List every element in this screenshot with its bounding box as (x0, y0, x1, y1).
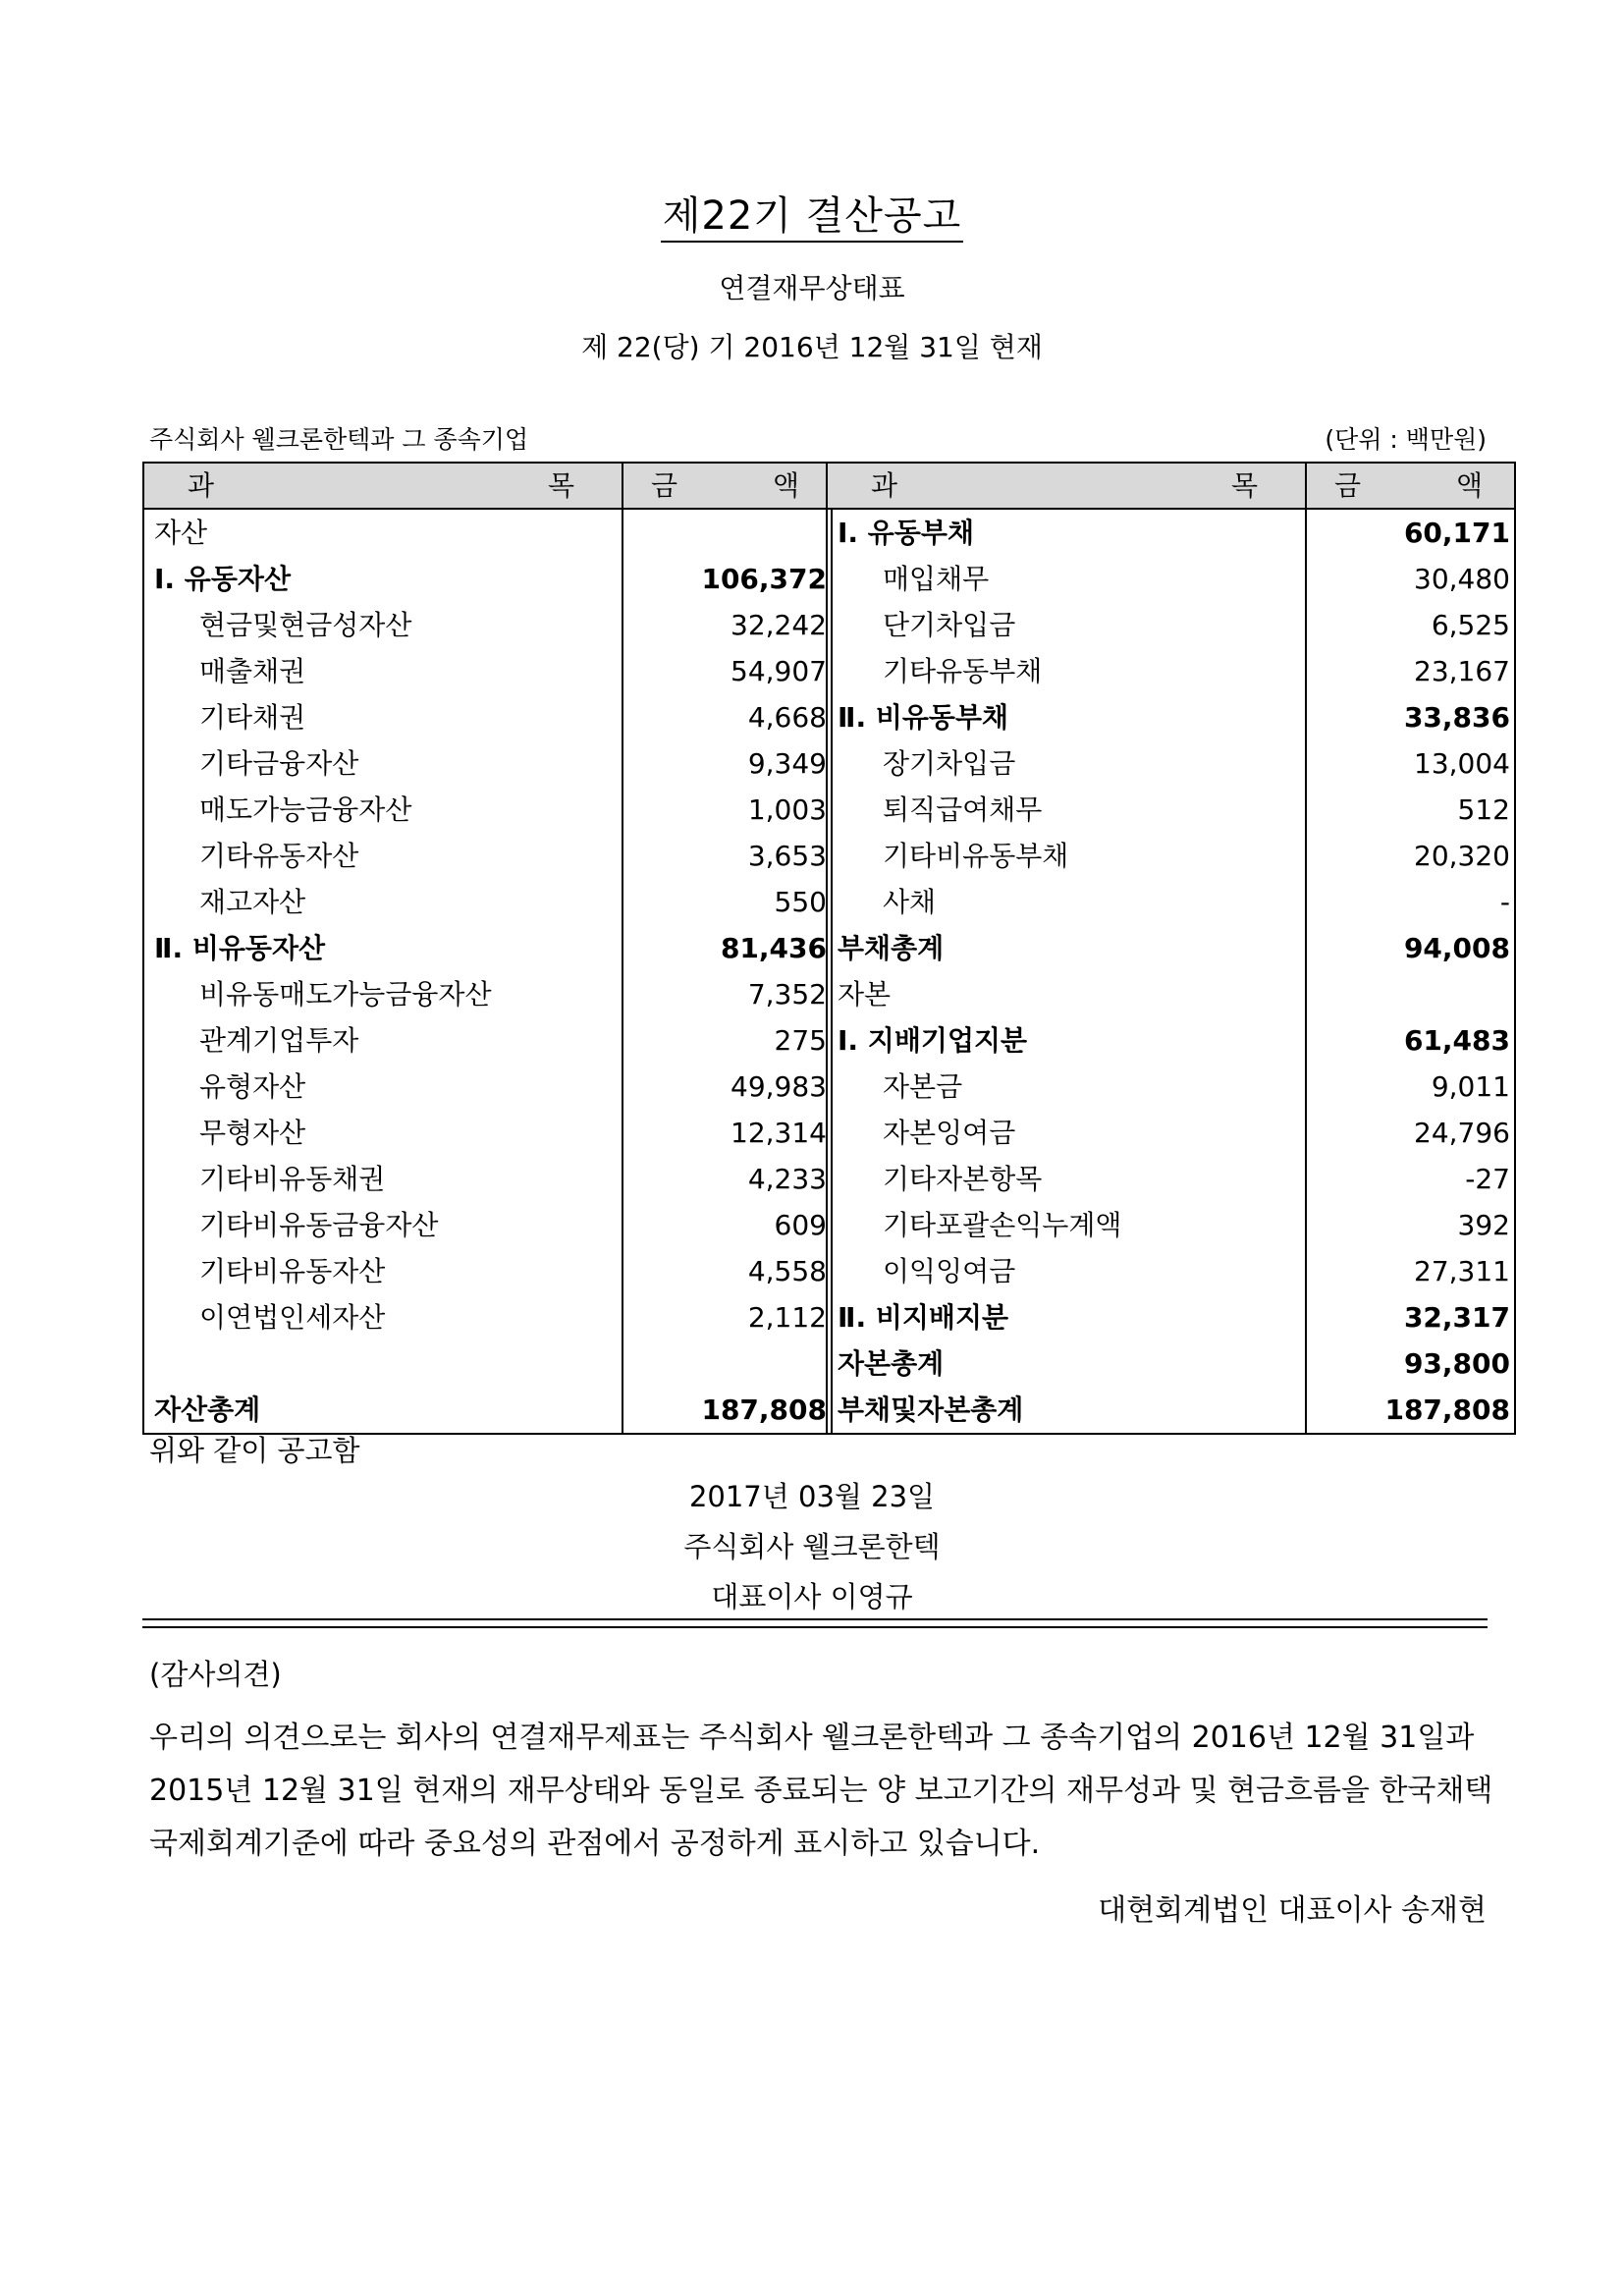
table-row (143, 1064, 832, 1110)
account-amount: 9,011 (1306, 1064, 1515, 1110)
account-name: 기타포괄손익누계액 (827, 1202, 1306, 1248)
table-row (143, 1387, 832, 1434)
account-amount: 392 (1306, 1202, 1515, 1248)
account-amount: 81,436 (623, 925, 832, 971)
account-amount: 187,808 (1306, 1387, 1515, 1434)
table-row (143, 648, 832, 694)
table-row (827, 648, 1515, 694)
table-row (827, 1156, 1515, 1202)
account-name: 매입채무 (827, 556, 1306, 602)
header-amount: 금 액 (1306, 463, 1515, 509)
account-name: 단기차입금 (827, 602, 1306, 648)
header-amount: 금 액 (623, 463, 832, 509)
announcement-text: 위와 같이 공고함 (149, 1434, 360, 1467)
account-name: 유형자산 (143, 1064, 623, 1110)
company-name: 주식회사 웰크론한텍과 그 종속기업 (149, 425, 529, 454)
account-amount: - (1306, 879, 1515, 925)
account-name: 자본총계 (827, 1340, 1306, 1387)
table-header (143, 463, 832, 509)
table-row (143, 1156, 832, 1202)
table-row (143, 740, 832, 787)
account-amount: 33,836 (1306, 694, 1515, 740)
statement-period: 제 22(당) 기 2016년 12월 31일 현재 (581, 331, 1043, 363)
table-row (827, 509, 1515, 556)
account-amount: 4,558 (623, 1248, 832, 1294)
account-amount: 12,314 (623, 1110, 832, 1156)
account-amount (623, 509, 832, 556)
account-name: 기타비유동자산 (143, 1248, 623, 1294)
account-amount: 3,653 (623, 833, 832, 879)
account-amount: 4,668 (623, 694, 832, 740)
account-name: 자산 (143, 509, 623, 556)
account-name: 무형자산 (143, 1110, 623, 1156)
account-amount: 60,171 (1306, 509, 1515, 556)
account-name: 기타비유동채권 (143, 1156, 623, 1202)
assets-table (142, 462, 833, 1435)
account-name: 매출채권 (143, 648, 623, 694)
account-amount: 94,008 (1306, 925, 1515, 971)
account-name: 사채 (827, 879, 1306, 925)
account-amount: 106,372 (623, 556, 832, 602)
header-account: 과 목 (143, 463, 623, 509)
account-amount: 609 (623, 1202, 832, 1248)
table-row (143, 1248, 832, 1294)
account-amount: 275 (623, 1017, 832, 1064)
account-amount: 32,242 (623, 602, 832, 648)
account-amount: 61,483 (1306, 1017, 1515, 1064)
table-row (143, 879, 832, 925)
account-amount: 23,167 (1306, 648, 1515, 694)
page-title: 제22기 결산공고 (0, 185, 1624, 241)
table-row (827, 971, 1515, 1017)
account-name: 기타금융자산 (143, 740, 623, 787)
table-row (143, 787, 832, 833)
account-name: 현금및현금성자산 (143, 602, 623, 648)
signing-ceo: 대표이사 이영규 (711, 1580, 913, 1613)
account-name: 재고자산 (143, 879, 623, 925)
double-divider (142, 1618, 1488, 1628)
account-name: 장기차입금 (827, 740, 1306, 787)
account-name (143, 1340, 623, 1387)
table-row (143, 1340, 832, 1387)
table-row (143, 971, 832, 1017)
account-amount: 6,525 (1306, 602, 1515, 648)
table-header (827, 463, 1515, 509)
account-name: 이익잉여금 (827, 1248, 1306, 1294)
table-row (143, 925, 832, 971)
auditor-signature: 대현회계법인 대표이사 송재현 (1098, 1893, 1487, 1928)
audit-heading: (감사의견) (149, 1658, 282, 1691)
account-name: 자본 (827, 971, 1306, 1017)
account-name: Ⅱ. 비유동자산 (143, 925, 623, 971)
account-amount: 13,004 (1306, 740, 1515, 787)
account-amount: 2,112 (623, 1294, 832, 1340)
table-row (827, 1017, 1515, 1064)
audit-opinion: 우리의 의견으로는 회사의 연결재무제표는 주식회사 웰크론한텍과 그 종속기업의 2016년 12월 31일과 2015년 12월 31일 현재의 재무상태와 동일로 종료되는 양 보고기간의 재무성과 및 현금흐름을 한국채택국제회계기준에 따라 중요성의 관점에서 공정하게 표시하고 있습니다. (149, 1721, 1493, 1861)
table-row (827, 1340, 1515, 1387)
account-amount: 20,320 (1306, 833, 1515, 879)
account-name: 자본잉여금 (827, 1110, 1306, 1156)
account-name: Ⅰ. 유동자산 (143, 556, 623, 602)
account-name: Ⅰ. 지배기업지분 (827, 1017, 1306, 1064)
account-amount: 49,983 (623, 1064, 832, 1110)
account-name: 부채및자본총계 (827, 1387, 1306, 1434)
table-row (827, 879, 1515, 925)
account-name: 기타유동부채 (827, 648, 1306, 694)
account-name: Ⅱ. 비유동부채 (827, 694, 1306, 740)
statement-title: 연결재무상태표 (719, 272, 905, 304)
account-name: 기타유동자산 (143, 833, 623, 879)
account-name: 매도가능금융자산 (143, 787, 623, 833)
table-row (143, 1294, 832, 1340)
account-name: 기타비유동금융자산 (143, 1202, 623, 1248)
account-amount: 512 (1306, 787, 1515, 833)
account-amount: 550 (623, 879, 832, 925)
table-row (827, 1248, 1515, 1294)
account-name: 비유동매도가능금융자산 (143, 971, 623, 1017)
table-row (827, 1110, 1515, 1156)
table-row (143, 694, 832, 740)
table-row (143, 1017, 832, 1064)
account-amount: 93,800 (1306, 1340, 1515, 1387)
table-row (143, 1110, 832, 1156)
table-row (827, 602, 1515, 648)
account-amount: 32,317 (1306, 1294, 1515, 1340)
account-name: 퇴직급여채무 (827, 787, 1306, 833)
account-amount: 7,352 (623, 971, 832, 1017)
account-name: 기타자본항목 (827, 1156, 1306, 1202)
account-amount: 187,808 (623, 1387, 832, 1434)
table-row (143, 833, 832, 879)
account-amount: 27,311 (1306, 1248, 1515, 1294)
account-amount: 9,349 (623, 740, 832, 787)
account-amount: -27 (1306, 1156, 1515, 1202)
account-amount: 30,480 (1306, 556, 1515, 602)
account-name: 자산총계 (143, 1387, 623, 1434)
header-account: 과 목 (827, 463, 1306, 509)
table-row (827, 740, 1515, 787)
account-amount: 24,796 (1306, 1110, 1515, 1156)
signing-company: 주식회사 웰크론한텍 (683, 1530, 941, 1563)
table-row (827, 1294, 1515, 1340)
table-row (143, 556, 832, 602)
table-row (827, 1387, 1515, 1434)
account-name: Ⅱ. 비지배지분 (827, 1294, 1306, 1340)
account-name: 관계기업투자 (143, 1017, 623, 1064)
table-row (827, 787, 1515, 833)
account-name: 기타채권 (143, 694, 623, 740)
table-row (143, 1202, 832, 1248)
table-row (827, 556, 1515, 602)
table-row (827, 694, 1515, 740)
table-row (827, 833, 1515, 879)
table-row (827, 1064, 1515, 1110)
account-amount (1306, 971, 1515, 1017)
account-name: 이연법인세자산 (143, 1294, 623, 1340)
unit-label: (단위 : 백만원) (1325, 425, 1487, 454)
table-row (143, 509, 832, 556)
account-amount (623, 1340, 832, 1387)
account-amount: 54,907 (623, 648, 832, 694)
account-amount: 4,233 (623, 1156, 832, 1202)
table-row (143, 602, 832, 648)
liabilities-equity-table (826, 462, 1516, 1435)
announcement-date: 2017년 03월 23일 (688, 1480, 936, 1513)
account-name: 기타비유동부채 (827, 833, 1306, 879)
account-name: 부채총계 (827, 925, 1306, 971)
account-name: 자본금 (827, 1064, 1306, 1110)
account-amount: 1,003 (623, 787, 832, 833)
account-name: Ⅰ. 유동부채 (827, 509, 1306, 556)
table-row (827, 1202, 1515, 1248)
table-row (827, 925, 1515, 971)
